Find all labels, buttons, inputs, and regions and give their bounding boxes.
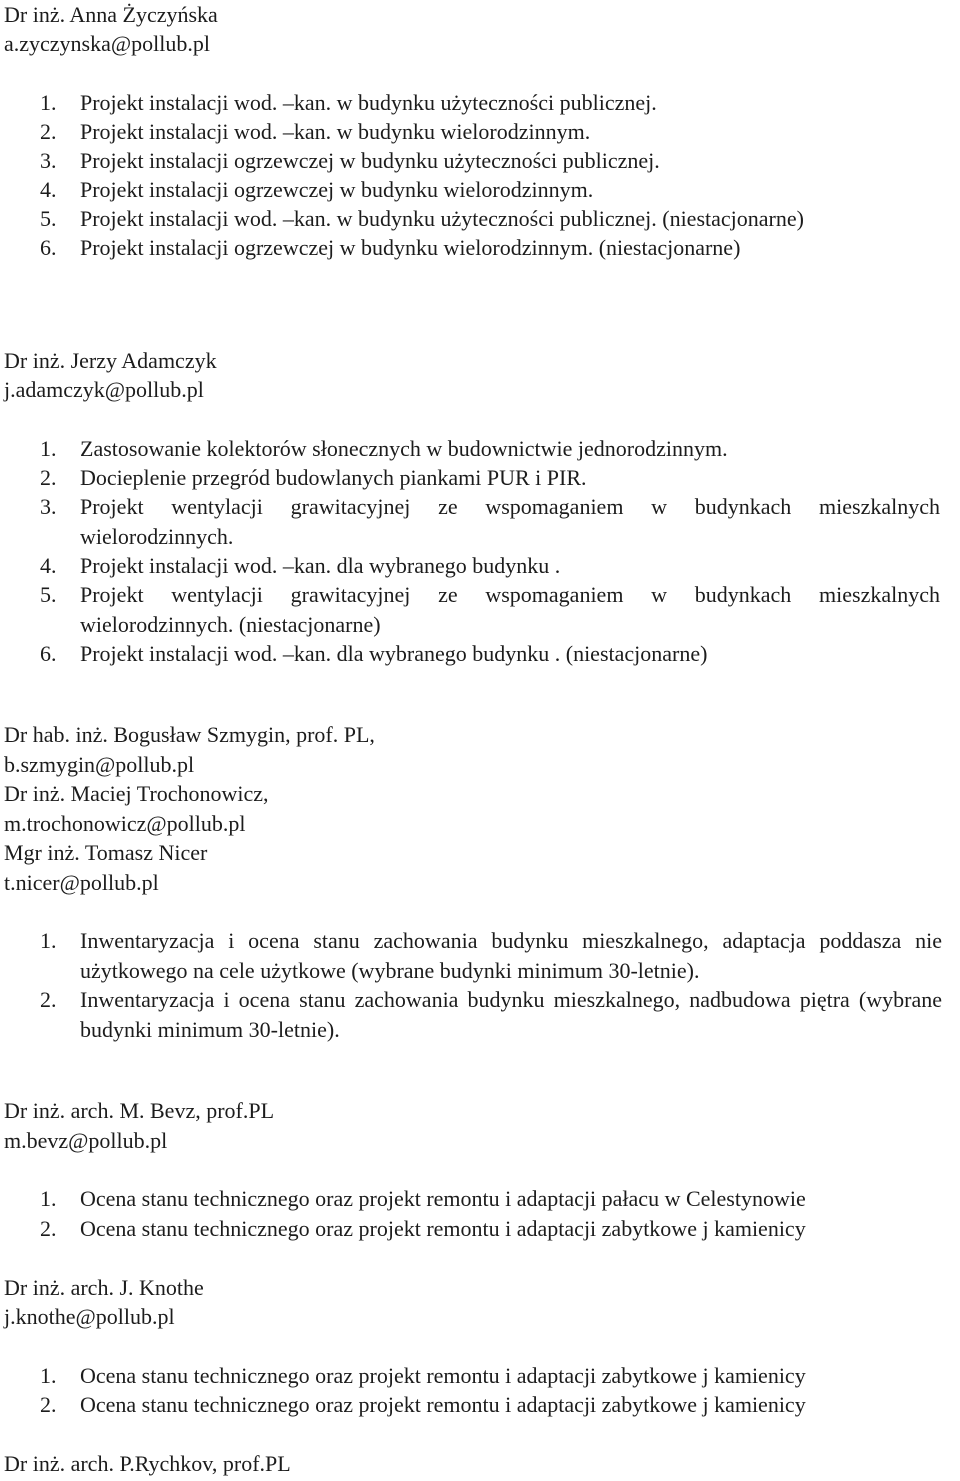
topic-item (40, 926, 942, 985)
topic-number: 1. (40, 436, 57, 461)
topic-text: Projekt instalacji wod. –kan. dla wybranego budynku . (niestacjonarne) (80, 641, 708, 666)
topic-number: 6. (40, 235, 57, 260)
topic-item (40, 463, 940, 493)
topic-text: Projekt instalacji ogrzewczej w budynku wielorodzinnym. (80, 177, 594, 202)
supervisor-name: Dr inż. Anna Życzyńska (4, 2, 218, 27)
supervisor-name: Dr inż. Maciej Trochonowicz, (4, 781, 269, 806)
topic-number: 2. (40, 987, 57, 1012)
supervisor-name: Mgr inż. Tomasz Nicer (4, 840, 208, 865)
supervisor-name: Dr inż. arch. M. Bevz, prof.PL (4, 1098, 275, 1123)
topic-number: 4. (40, 177, 57, 202)
topic-item (40, 985, 942, 1044)
topic-number: 6. (40, 641, 57, 666)
topic-number: 1. (40, 1363, 57, 1388)
topic-item (40, 1390, 940, 1420)
topic-number: 3. (40, 148, 57, 173)
topic-number: 2. (40, 119, 57, 144)
topic-item (40, 492, 940, 551)
topic-item (40, 1184, 940, 1214)
topic-text: Inwentaryzacja i ocena stanu zachowania budynku mieszkalnego, nadbudowa piętra (wybrane budynki minimum 30-letnie). (80, 987, 942, 1042)
topic-item (40, 580, 940, 639)
topic-text: Zastosowanie kolektorów słonecznych w budownictwie jednorodzinnym. (80, 436, 728, 461)
topic-text: Ocena stanu technicznego oraz projekt remontu i adaptacji zabytkowe j kamienicy (80, 1363, 806, 1388)
supervisor-email: m.trochonowicz@pollub.pl (4, 811, 246, 836)
topic-item (40, 434, 940, 464)
topic-text: Ocena stanu technicznego oraz projekt remontu i adaptacji pałacu w Celestynowie (80, 1186, 806, 1211)
topic-item (40, 175, 940, 205)
topic-text: Projekt instalacji wod. –kan. w budynku wielorodzinnym. (80, 119, 591, 144)
topic-item (40, 1214, 940, 1244)
supervisor-name: Dr inż. Jerzy Adamczyk (4, 348, 217, 373)
supervisor-email: t.nicer@pollub.pl (4, 870, 159, 895)
topic-text: Docieplenie przegród budowlanych piankami PUR i PIR. (80, 465, 587, 490)
topic-number: 4. (40, 553, 57, 578)
topic-text: Ocena stanu technicznego oraz projekt remontu i adaptacji zabytkowe j kamienicy (80, 1216, 806, 1241)
topic-number: 1. (40, 90, 57, 115)
topic-number: 2. (40, 1392, 57, 1417)
topic-number: 2. (40, 1216, 57, 1241)
topic-number: 5. (40, 206, 57, 231)
topic-text: Inwentaryzacja i ocena stanu zachowania budynku mieszkalnego, adaptacja poddasza nie użytkowego na cele użytkowe (wybrane budynki minimum 30-letnie). (80, 928, 942, 983)
topic-number: 1. (40, 928, 57, 953)
topic-text: Projekt instalacji wod. –kan. dla wybranego budynku . (80, 553, 561, 578)
topic-item (40, 1361, 940, 1391)
supervisor-email: m.bevz@pollub.pl (4, 1128, 168, 1153)
topic-item (40, 88, 940, 118)
topic-item (40, 117, 940, 147)
supervisor-email: a.zyczynska@pollub.pl (4, 31, 210, 56)
topic-item (40, 204, 940, 234)
topic-number: 1. (40, 1186, 57, 1211)
topic-text: Projekt wentylacji grawitacyjnej ze wspomaganiem w budynkach mieszkalnych wielorodzinnych. (niestacjonarne) (80, 582, 940, 637)
topic-text: Ocena stanu technicznego oraz projekt remontu i adaptacji zabytkowe j kamienicy (80, 1392, 806, 1417)
topic-text: Projekt instalacji ogrzewczej w budynku użyteczności publicznej. (80, 148, 660, 173)
topic-text: Projekt instalacji wod. –kan. w budynku użyteczności publicznej. (niestacjonarne) (80, 206, 804, 231)
topic-text: Projekt instalacji wod. –kan. w budynku użyteczności publicznej. (80, 90, 657, 115)
supervisor-name: Dr inż. arch. J. Knothe (4, 1275, 204, 1300)
supervisor-email: j.adamczyk@pollub.pl (4, 377, 204, 402)
topic-text: Projekt instalacji ogrzewczej w budynku wielorodzinnym. (niestacjonarne) (80, 235, 741, 260)
supervisor-name: Dr inż. arch. P.Rychkov, prof.PL (4, 1451, 291, 1476)
topic-item (40, 551, 940, 581)
topic-number: 2. (40, 465, 57, 490)
supervisor-email: b.szmygin@pollub.pl (4, 752, 195, 777)
topic-number: 5. (40, 582, 57, 607)
supervisor-name: Dr hab. inż. Bogusław Szmygin, prof. PL, (4, 722, 375, 747)
topic-item (40, 233, 940, 263)
topic-item (40, 639, 940, 669)
supervisor-email: j.knothe@pollub.pl (4, 1304, 175, 1329)
topic-item (40, 146, 940, 176)
topic-text: Projekt wentylacji grawitacyjnej ze wspomaganiem w budynkach mieszkalnych wielorodzinnych. (80, 494, 940, 549)
topic-number: 3. (40, 494, 57, 519)
